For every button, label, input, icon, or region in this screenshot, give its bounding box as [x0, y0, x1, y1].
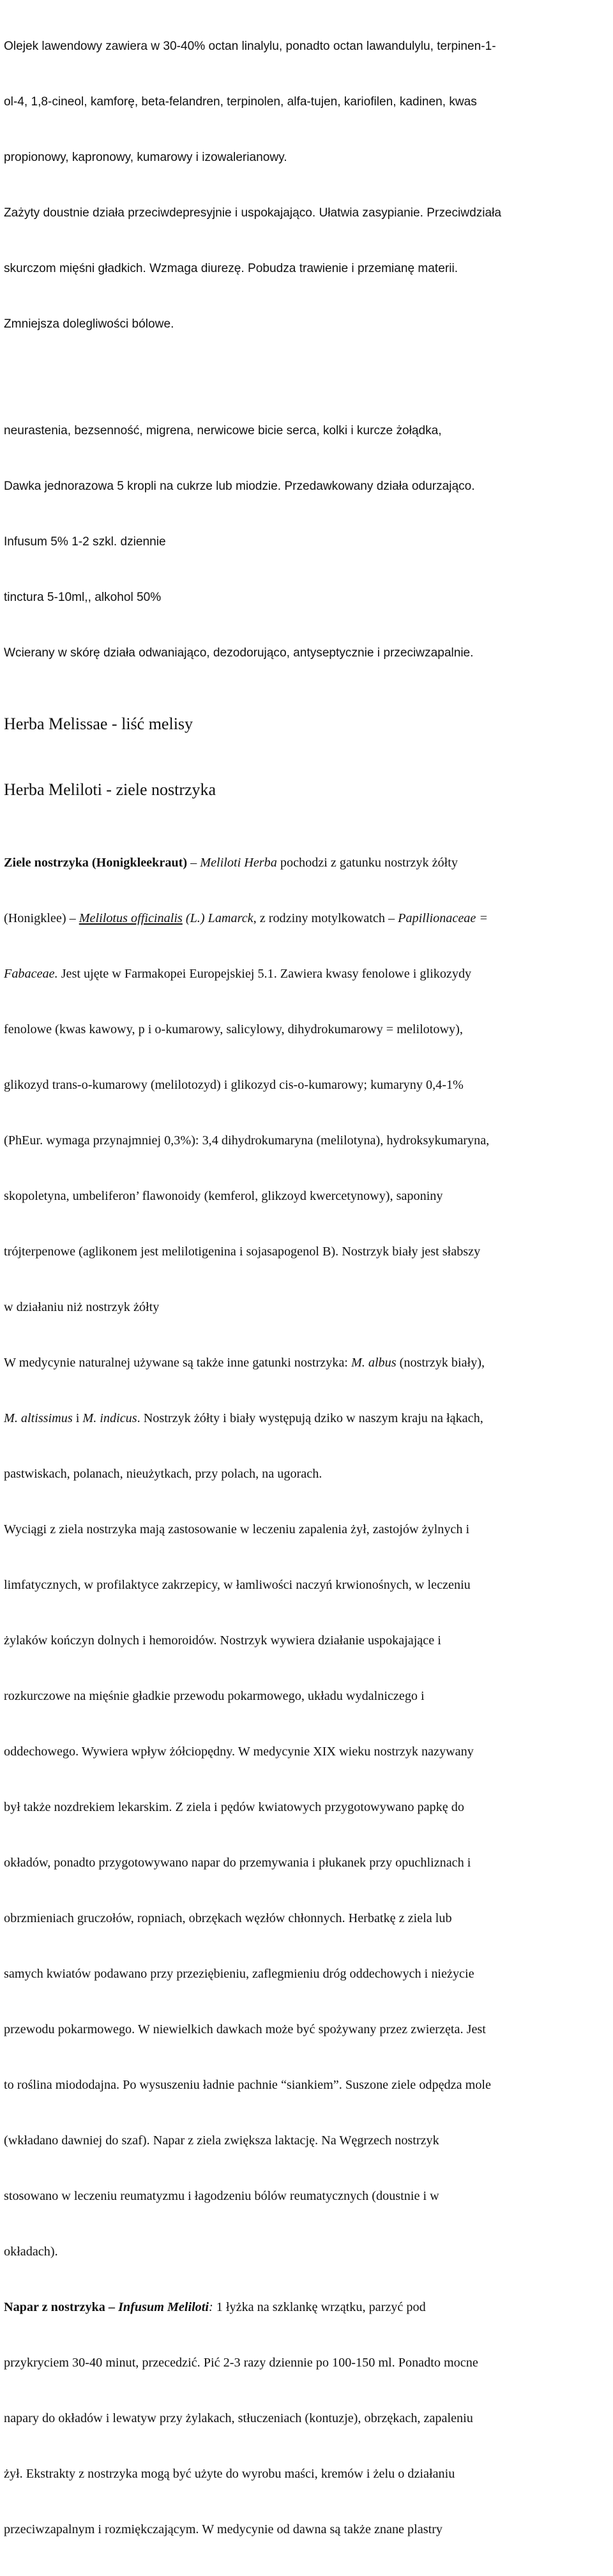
text-line: przewodu pokarmowego. W niewielkich dawkach może być spożywany przez zwierzęta. Jest: [4, 2022, 486, 2036]
latin-name: Meliloti Herba: [200, 856, 277, 870]
latin-name: M. indicus: [82, 1411, 137, 1425]
text-line: ol-4, 1,8-cineol, kamforę, beta-felandren, terpinolen, alfa-tujen, kariofilen, kadinen, kwas: [4, 95, 477, 109]
latin-name: Papillionaceae =: [398, 911, 488, 925]
bold-term: Napar z nostrzyka –: [4, 2300, 119, 2314]
text-line: [4, 1354, 610, 1372]
text-line: (PhEur. wymaga przynajmniej 0,3%): 3,4 dihydrokumaryna (melilotyna), hydroksykumaryna,: [4, 1133, 490, 1148]
text-line: obrzmieniach gruczołów, ropniach, obrzękach węzłów chłonnych. Herbatkę z ziela lub: [4, 1911, 452, 1925]
text-line: Wcierany w skórę działa odwaniająco, dezodorująco, antyseptycznie i przeciwzapalnie.: [4, 646, 474, 660]
document-page: [4, 0, 610, 2576]
text-line: [4, 2298, 610, 2317]
text-line: żył. Ekstrakty z nostrzyka mogą być użyte do wyrobu maści, kremów i żelu o działaniu: [4, 2467, 455, 2481]
lavender-paragraph: [4, 0, 610, 370]
text-line: żylaków kończyn dolnych i hemoroidów. Nostrzyk wywiera działanie uspokajające i: [4, 1633, 441, 1648]
text-run: :: [209, 2300, 213, 2314]
text-line: Infusum 5% 1-2 szkl. dziennie: [4, 535, 166, 549]
spacer: [4, 801, 610, 817]
text-run: pochodzi z gatunku nostrzyk żółty: [276, 856, 458, 870]
text-line: samych kwiatów podawano przy przeziębieniu, zaflegmieniu dróg oddechowych i nieżycie: [4, 1967, 474, 1981]
text-run: 1 łyżka na szklankę wrzątku, parzyć pod: [213, 2300, 426, 2314]
dash: –: [187, 856, 201, 870]
text-line: Olejek lawendowy zawiera w 30-40% octan linalylu, ponadto octan lawandulylu, terpinen-1-: [4, 40, 496, 53]
lavender-usage: [4, 384, 610, 699]
melilot-intro: [4, 817, 610, 2576]
text-line: neurastenia, bezsenność, migrena, nerwicowe bicie serca, kolki i kurcze żołądka,: [4, 424, 442, 437]
text-line: limfatycznych, w profilaktyce zakrzepicy, w łamliwości naczyń krwionośnych, w leczeniu: [4, 1578, 471, 1592]
text-line: [4, 854, 610, 872]
text-line: oddechowego. Wywiera wpływ żółciopędny. W medycynie XIX wieku nostrzyk nazywany: [4, 1745, 474, 1759]
latin-name: M. albus: [351, 1356, 397, 1370]
spacer: [4, 735, 610, 779]
text-run: (Honigklee) –: [4, 911, 79, 925]
text-line: napary do okładów i lewatyw przy żylakach, stłuczeniach (kontuzje), obrzękach, zapaleniu: [4, 2411, 473, 2425]
text-line: fenolowe (kwas kawowy, p i o-kumarowy, salicylowy, dihydrokumarowy = melilotowy),: [4, 1022, 463, 1036]
text-run: (nostrzyk biały),: [396, 1356, 485, 1370]
text-line: Zmniejsza dolegliwości bólowe.: [4, 317, 174, 331]
text-line: Wyciągi z ziela nostrzyka mają zastosowanie w leczeniu zapalenia żył, zastojów żylnych i: [4, 1522, 470, 1536]
melilot-section: [4, 817, 610, 2576]
text-line: okładów, ponadto przygotowywano napar do przemywania i płukanek przy opuchliznach i: [4, 1856, 471, 1870]
latin-name: Melilotus officinalis: [79, 911, 183, 925]
text-line: Dawka jednorazowa 5 kropli na cukrze lub miodzie. Przedawkowany działa odurzająco.: [4, 480, 475, 493]
text-line: rozkurczowe na mięśnie gładkie przewodu pokarmowego, układu wydalniczego i: [4, 1689, 425, 1703]
lavender-section: [4, 0, 610, 699]
latin-name: M. altissimus: [4, 1411, 73, 1425]
heading-melissa: Herba Melissae - liść melisy: [4, 715, 193, 733]
text-line: skurczom mięśni gładkich. Wzmaga diurezę. Pobudza trawienie i przemianę materii.: [4, 262, 458, 275]
text-run: Jest ujęte w Farmakopei Europejskiej 5.1. Zawiera kwasy fenolowe i glikozydy: [57, 967, 472, 981]
text-line: [4, 1409, 610, 1428]
text-line: propionowy, kapronowy, kumarowy i izowalerianowy.: [4, 151, 287, 164]
spacer: [4, 699, 610, 713]
heading-melilot: Herba Meliloti - ziele nostrzyka: [4, 780, 216, 799]
latin-name: Infusum Meliloti: [118, 2300, 209, 2314]
text-line: [4, 909, 610, 928]
text-line: tinctura 5-10ml,, alkohol 50%: [4, 591, 162, 604]
text-line: skopoletyna, umbeliferon’ flawonoidy (kemferol, glikzoyd kwercetynowy), saponiny: [4, 1189, 443, 1203]
text-line: Zażyty doustnie działa przeciwdepresyjnie i uspokajająco. Ułatwia zasypianie. Przeciwdziała: [4, 206, 501, 220]
text-line: pastwiskach, polanach, nieużytkach, przy polach, na ugorach.: [4, 1467, 322, 1481]
text-line: glikozyd trans-o-kumarowy (melilotozyd) i glikozyd cis-o-kumarowy; kumaryny 0,4-1%: [4, 1078, 464, 1092]
text-line: był także nozdrekiem lekarskim. Z ziela i pędów kwiatowych przygotowywano papkę do: [4, 1800, 464, 1814]
text-line: stosowano w leczeniu reumatyzmu i łagodzeniu bólów reumatycznych (doustnie i w: [4, 2189, 439, 2203]
text-line: przykryciem 30-40 minut, przecedzić. Pić 2-3 razy dziennie po 100-150 ml. Ponadto mocne: [4, 2356, 478, 2370]
text-line: przeciwzapalnym i rozmiękczającym. W medycynie od dawna są także znane plastry: [4, 2522, 443, 2536]
bold-term: Ziele nostrzyka (Honigkleekraut): [4, 856, 188, 870]
text-run: , z rodziny motylkowatch –: [253, 911, 398, 925]
latin-name: (L.) Lamarck: [182, 911, 254, 925]
spacer: [4, 370, 610, 384]
text-run: W medycynie naturalnej używane są także inne gatunki nostrzyka:: [4, 1356, 351, 1370]
text-line: [4, 965, 610, 983]
text-line: trójterpenowe (aglikonem jest melilotigenina i sojasapogenol B). Nostrzyk biały jest słabszy: [4, 1245, 481, 1259]
text-line: to roślina miododajna. Po wysuszeniu ładnie pachnie “siankiem”. Suszone ziele odpędza mole: [4, 2078, 491, 2092]
latin-name: Fabaceae.: [4, 967, 58, 981]
text-run: i: [72, 1411, 83, 1425]
text-line: (wkładano dawniej do szaf). Napar z ziela zwiększa laktację. Na Węgrzech nostrzyk: [4, 2133, 439, 2148]
text-line: okładach).: [4, 2245, 58, 2259]
text-run: . Nostrzyk żółty i biały występują dziko w naszym kraju na łąkach,: [137, 1411, 483, 1425]
text-line: w działaniu niż nostrzyk żółty: [4, 1300, 160, 1314]
